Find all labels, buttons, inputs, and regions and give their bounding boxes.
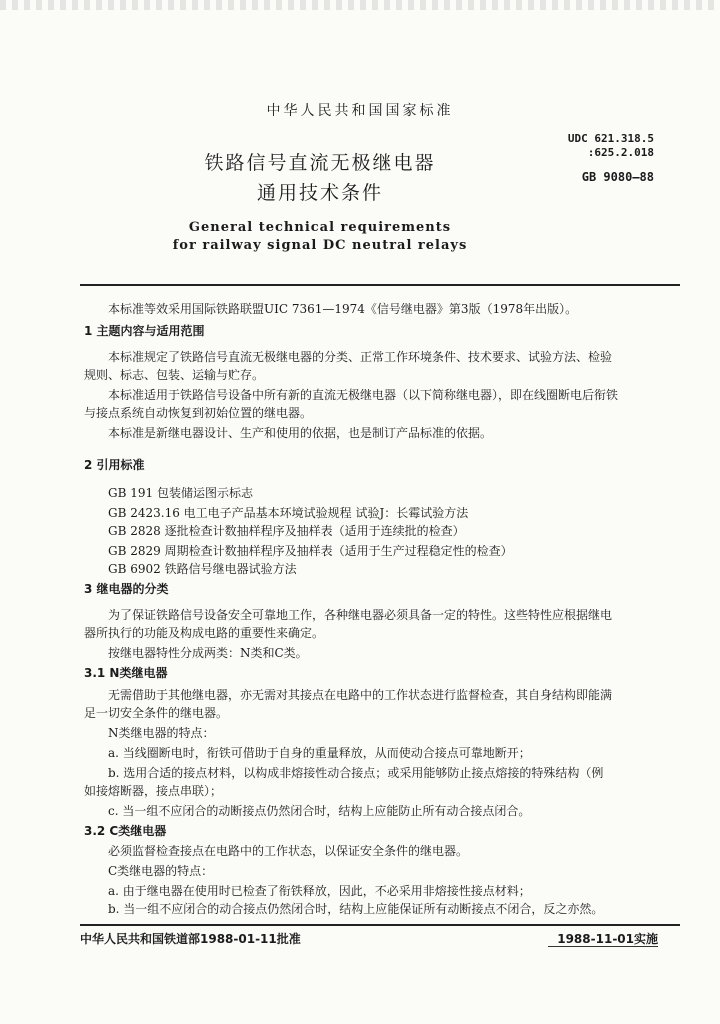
section-3-2-para1: 必须监督检查接点在电路中的工作状态，以保证安全条件的继电器。 (108, 844, 469, 858)
approval-note: 中华人民共和国铁道部1988-01-11批准 (80, 932, 301, 946)
section-3-para1-line1: 为了保证铁路信号设备安全可靠地工作，各种继电器必须具备一定的特性。这些特性应根据继电 (108, 608, 613, 622)
intro-paragraph: 本标准等效采用国际铁路联盟UIC 7361—1974《信号继电器》第3版（1978年出版）。 (108, 302, 578, 316)
section-1-para2-line2: 与接点系统自动恢复到初始位置的继电器。 (84, 406, 313, 420)
reference-item: GB 2828 逐批检查计数抽样程序及抽样表（适用于连续批的检查） (108, 524, 465, 538)
implementation-date: 1988-11-01实施 (557, 932, 658, 946)
section-3-1-para1-line1: 无需借助于其他继电器，亦无需对其接点在电路中的工作状态进行监督检查，其自身结构即能满 (108, 688, 613, 702)
section-3-heading: 3 继电器的分类 (84, 582, 169, 596)
section-1-para1-line1: 本标准规定了铁路信号直流无极继电器的分类、正常工作环境条件、技术要求、试验方法、检验 (108, 350, 613, 364)
section-3-2-item-a: a. 由于继电器在使用时已检查了衔铁释放，因此，不必采用非熔接性接点材料； (108, 884, 531, 898)
reference-item: GB 6902 铁路信号继电器试验方法 (108, 562, 297, 576)
section-3-2-para2: C类继电器的特点： (108, 864, 214, 878)
section-3-2-item-b: b. 当一组不应闭合的动合接点仍然闭合时，结构上应能保证所有动断接点不闭合，反之亦然。 (108, 902, 604, 916)
section-2-heading: 2 引用标准 (84, 458, 145, 472)
footer-underline (548, 946, 658, 947)
section-3-1-item-c: c. 当一组不应闭合的动断接点仍然闭合时，结构上应能防止所有动合接点闭合。 (108, 804, 531, 818)
section-3-1-heading: 3.1 N类继电器 (84, 666, 168, 680)
section-1-para2-line1: 本标准适用于铁路信号设备中所有新的直流无极继电器（以下简称继电器），即在线圈断电后衔铁 (108, 388, 619, 402)
title-chinese-line1: 铁路信号直流无极继电器 (204, 152, 436, 174)
section-3-2-heading: 3.2 C类继电器 (84, 824, 167, 838)
title-english-line2: for railway signal DC neutral relays (172, 238, 468, 253)
section-3-1-item-b-line2: 如接熔断器，接点串联）； (84, 784, 223, 798)
udc-code-line2: :625.2.018 (587, 146, 654, 159)
reference-item: GB 2423.16 电工电子产品基本环境试验规程 试验J：长霉试验方法 (108, 506, 469, 520)
reference-item: GB 2829 周期检查计数抽样程序及抽样表（适用于生产过程稳定性的检查） (108, 544, 513, 558)
scan-edge-mark (0, 0, 720, 10)
section-3-1-para1-line2: 足一切安全条件的继电器。 (84, 706, 229, 720)
section-1-para1-line2: 规则、标志、包装、运输与贮存。 (84, 368, 265, 382)
section-3-para2: 按继电器特性分成两类：N类和C类。 (108, 646, 308, 660)
gb-code: GB 9080—88 (581, 170, 654, 184)
udc-code-line1: UDC 621.318.5 (567, 132, 654, 145)
title-english-line1: General technical requirements (188, 220, 452, 235)
section-1-para3: 本标准是新继电器设计、生产和使用的依据，也是制订产品标准的依据。 (108, 426, 493, 440)
section-3-para1-line2: 器所执行的功能及构成电路的重要性来确定。 (84, 626, 325, 640)
title-chinese-line2: 通用技术条件 (256, 182, 383, 204)
section-3-1-para2: N类继电器的特点： (108, 726, 215, 740)
section-3-1-item-a: a. 当线圈断电时，衔铁可借助于自身的重量释放，从而使动合接点可靠地断开； (108, 746, 531, 760)
national-standard-label: 中华人民共和国国家标准 (266, 103, 454, 119)
reference-item: GB 191 包装储运图示标志 (108, 486, 253, 500)
section-3-1-item-b-line1: b. 选用合适的接点材料，以构成非熔接性动合接点；或采用能够防止接点熔接的特殊结构（例 (108, 766, 604, 780)
header-divider (80, 284, 680, 286)
footer-divider (80, 924, 680, 926)
section-1-heading: 1 主题内容与适用范围 (84, 324, 205, 338)
